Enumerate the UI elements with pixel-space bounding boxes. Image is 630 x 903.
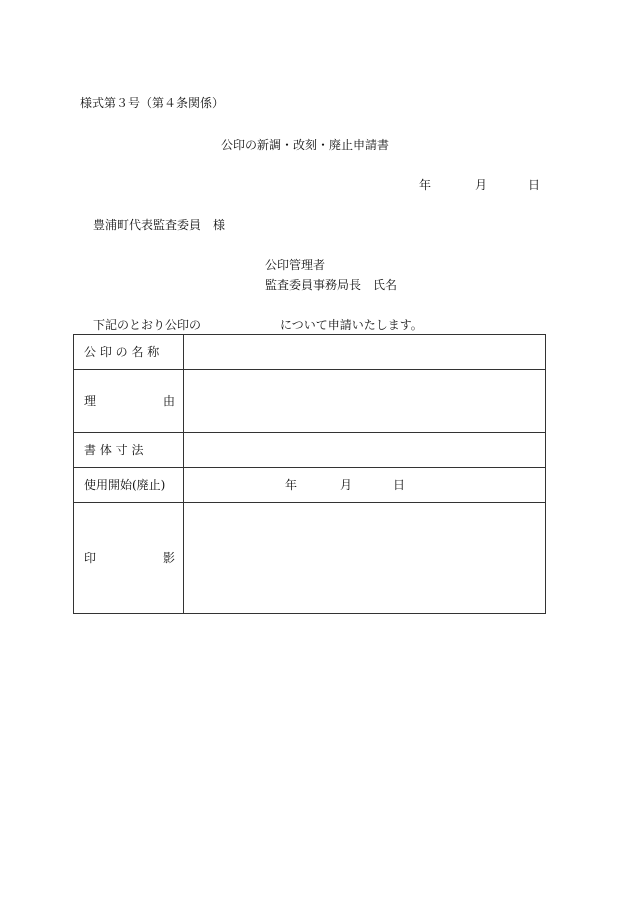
use-start-month-label: 月	[340, 478, 353, 492]
use-start-date-value[interactable]	[184, 468, 546, 503]
table-row-seal-name	[74, 335, 546, 370]
date-year-label: 年	[419, 178, 432, 192]
applicant-position-name: 監査委員事務局長 氏名	[265, 278, 398, 292]
applicant-title: 公印管理者	[265, 258, 326, 272]
use-start-day-label: 日	[393, 478, 406, 492]
seal-impression-value[interactable]	[184, 503, 546, 614]
seal-name-label: 公 印 の 名 称	[74, 335, 184, 370]
intro-text-after-blank: について申請いたします。	[280, 318, 423, 332]
table-row-seal-impression	[74, 503, 546, 614]
addressee: 豊浦町代表監査委員 様	[93, 218, 226, 232]
intro-text-before-blank: 下記のとおり公印の	[93, 318, 202, 332]
table-row-reason	[74, 370, 546, 433]
document-title: 公印の新調・改刻・廃止申請書	[221, 138, 390, 152]
date-month-label: 月	[475, 178, 488, 192]
table-row-use-start	[74, 468, 546, 503]
use-start-year-label: 年	[285, 478, 298, 492]
seal-impression-label: 印 影	[74, 503, 184, 614]
typeface-size-value[interactable]	[184, 433, 546, 468]
typeface-size-label: 書 体 寸 法	[74, 433, 184, 468]
form-number: 様式第３号（第４条関係）	[80, 96, 225, 110]
reason-label: 理 由	[74, 370, 184, 433]
reason-value[interactable]	[184, 370, 546, 433]
date-day-label: 日	[528, 178, 541, 192]
seal-name-value[interactable]	[184, 335, 546, 370]
table-row-typeface-size	[74, 433, 546, 468]
application-table	[73, 334, 546, 614]
use-start-label: 使用開始(廃止)	[74, 468, 184, 503]
